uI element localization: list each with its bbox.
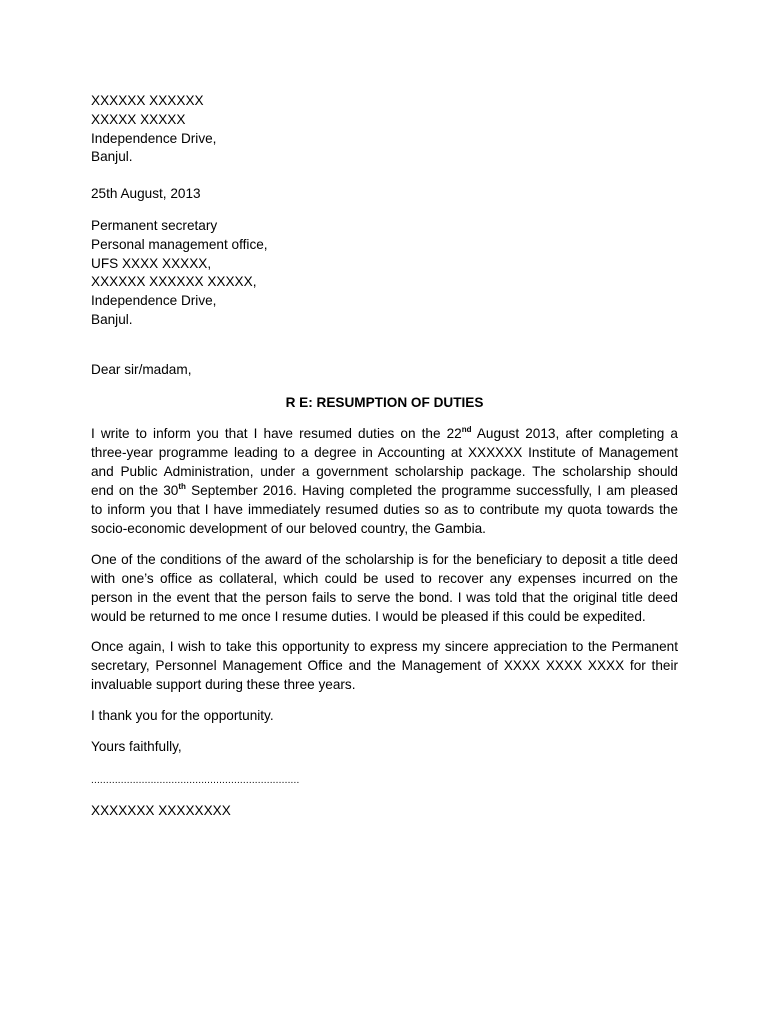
salutation-text: Dear sir/madam, — [91, 362, 192, 377]
sender-line: XXXXXX XXXXXX — [91, 93, 204, 108]
recipient-line: Banjul. — [91, 311, 133, 327]
body-paragraph-3 — [91, 637, 678, 694]
closing-text: Yours faithfully, — [91, 739, 182, 754]
signature-name — [91, 802, 678, 821]
letter-date — [91, 185, 678, 204]
text-run: August 2013, after completing a — [471, 426, 678, 441]
recipient-line: Personal management office, — [91, 236, 268, 252]
sender-line: Banjul. — [91, 149, 133, 165]
paragraph-line: to inform you that I have immediately resumed duties so as to contribute my quota towards the — [91, 502, 678, 517]
text-run: September 2016. Having completed the programme successfully, I am pleased — [185, 483, 678, 498]
subject-heading: R E: RESUMPTION OF DUTIES — [285, 395, 484, 410]
paragraph-line: socio-economic development of our beloved country, the Gambia. — [91, 521, 486, 536]
date-text: 25th August, 2013 — [91, 186, 201, 201]
paragraph-line: and Public Administration, under a government scholarship package. The scholarship should — [91, 464, 678, 479]
paragraph-line: I thank you for the opportunity. — [91, 708, 274, 723]
sender-address — [91, 92, 678, 167]
paragraph-line: One of the conditions of the award of the scholarship is for the beneficiary to deposit a title deed — [91, 552, 678, 567]
sender-line: Independence Drive, — [91, 130, 217, 146]
paragraph-line: secretary, Personnel Management Office and the Management of XXXX XXXX XXXX for their — [91, 658, 678, 673]
signature-line: ...................................................................... — [91, 775, 300, 786]
recipient-line: Independence Drive, — [91, 293, 217, 309]
paragraph-line: invaluable support during these three years. — [91, 677, 356, 692]
paragraph-line: person in the event that the person fails to serve the bond. I was told that the original title deed — [91, 590, 678, 605]
paragraph-line: would be returned to me once I resume duties. I would be pleased if this could be expedited. — [91, 609, 646, 624]
recipient-line: XXXXXX XXXXXX XXXXX, — [91, 274, 257, 290]
sender-line: XXXXX XXXXX — [91, 111, 186, 127]
body-paragraph-4 — [91, 707, 678, 726]
closing — [91, 738, 678, 757]
paragraph-line: three-year programme leading to a degree in Accounting at XXXXXX Institute of Management — [91, 445, 678, 460]
ordinal-suffix: nd — [461, 425, 472, 434]
text-run: end on the 30 — [91, 483, 179, 498]
paragraph-line — [91, 481, 678, 500]
paragraph-line: Once again, I wish to take this opportunity to express my sincere appreciation to the Permanent — [91, 639, 678, 654]
ordinal-suffix: th — [178, 482, 186, 491]
paragraph-line: with one’s office as collateral, which could be used to recover any expenses incurred on the — [91, 571, 678, 586]
recipient-line: Permanent secretary — [91, 218, 218, 233]
paragraph-line — [91, 424, 678, 443]
signature-name-text: XXXXXXX XXXXXXXX — [91, 803, 231, 818]
recipient-address — [91, 217, 678, 330]
body-paragraph-2 — [91, 550, 678, 626]
text-run: I write to inform you that I have resumed duties on the 22 — [91, 426, 462, 441]
salutation — [91, 361, 678, 380]
body-paragraph-1 — [91, 424, 678, 538]
recipient-line: UFS XXXX XXXXX, — [91, 255, 212, 271]
